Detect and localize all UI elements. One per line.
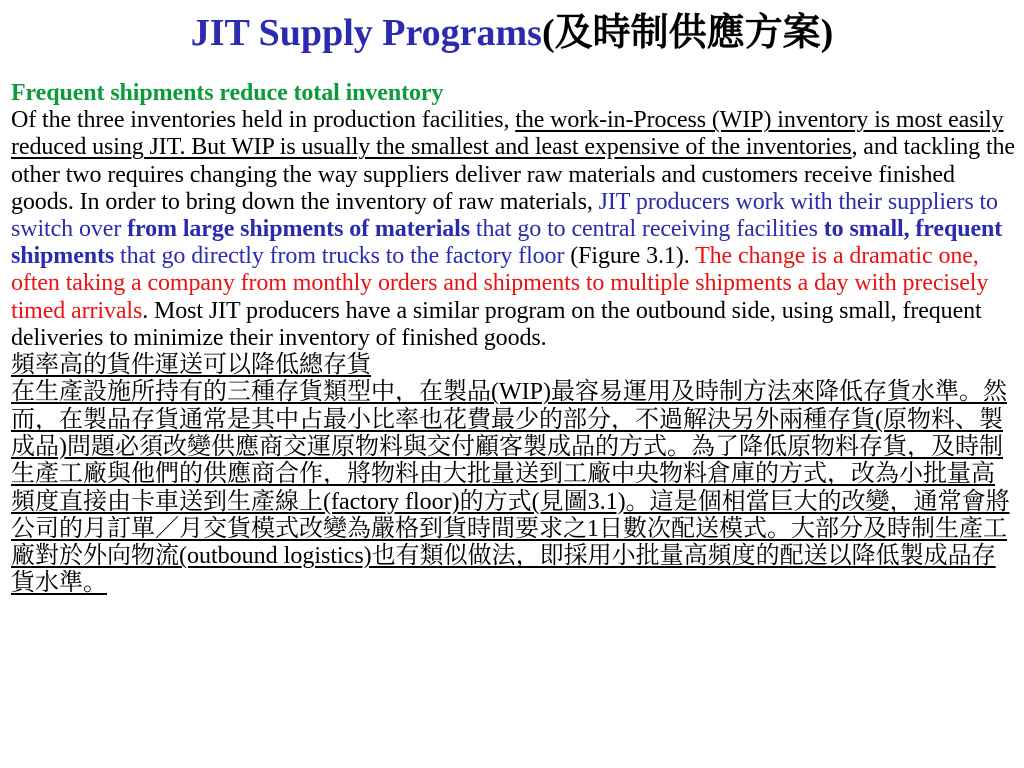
body-text [11,80,1017,598]
red-text-run: The change is a dramatic one, often taking a company from monthly orders and shipments to multiple shipments a day with precisely timed arrivals [11,243,989,324]
heading-english: Frequent shipments reduce total inventory [11,80,444,106]
text-run: , and tackling the other two requires changing the way suppliers deliver raw materials and customers receive finished goods. In order to bring down the inventory of raw materials, [11,134,1015,215]
heading-chinese: 頻率高的貨件運送可以降低總存貨 [11,352,371,379]
blue-text-run: that go to central receiving facilities [469,216,824,243]
text-run: (Figure 3.1). [564,243,696,270]
blue-text-run: that go directly from trucks to the factory floor [114,243,565,270]
underlined-text-run: the work-in-Process (WIP) inventory is most easily reduced using JIT. But WIP is usually the smallest and least expensive of the inventories [11,107,1004,161]
blue-bold-text-run: from large shipments of materials [127,216,470,243]
blue-bold-text-run: to small, frequent shipments [11,216,1003,270]
text-run: . Most JIT producers have a similar program on the outbound side, using small, frequent deliveries to minimize their inventory of finished goods. [11,297,982,351]
title-chinese: (及時制供應方案) [541,12,834,54]
title-english: JIT Supply Programs [190,12,542,54]
paragraph-english [11,107,1015,351]
heading-chinese-block [11,352,1017,379]
paragraph-chinese: 在生產設施所持有的三種存貨類型中，在製品(WIP)最容易運用及時制方法來降低存貨水準。然而，在製品存貨通常是其中占最小比率也花費最少的部分，不過解決另外兩種存貨(原物料、製成品)問題必須改變供應商交運原物料與交付顧客製成品的方式。為了降低原物料存貨，及時制生產工廠與他們的供應商合作，將物料由大批量送到工廠中央物料倉庫的方式，改為小批量高頻度直接由卡車送到生產線上(factory floor)的方式(見圖3.1)。這是個相當巨大的改變，通常會將公司的月訂單／月交貨模式改變為嚴格到貨時間要求之1日數次配送模式。大部分及時制生產工廠對於外向物流(outbound logistics)也有類似做法，即採用小批量高頻度的配送以降低製成品存貨水準。 [11,379,1010,597]
blue-text-run: JIT producers work with their suppliers to switch over [11,188,998,243]
text-run: Of the three inventories held in production facilities, [11,107,516,134]
slide-title [0,10,1024,56]
